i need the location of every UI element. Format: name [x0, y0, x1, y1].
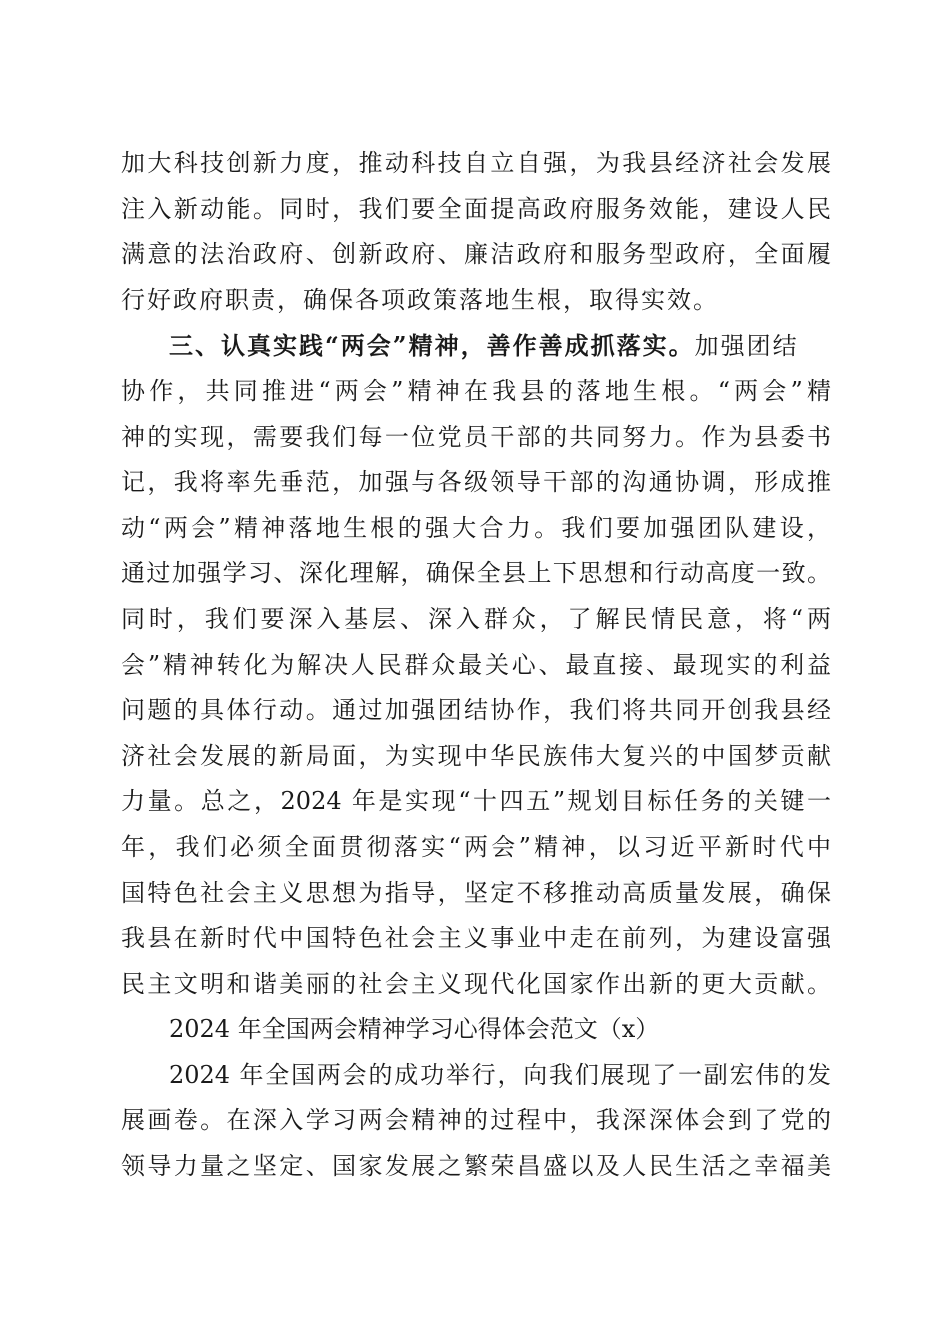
section-heading: 三、认真实践“两会”精神，善作善成抓落实。 [169, 331, 695, 361]
body-text-line: 问题的具体行动。通过加强团结协作，我们将共同开创我县经 [121, 696, 831, 725]
document-body [121, 141, 831, 1190]
body-text-line: 济社会发展的新局面，为实现中华民族伟大复兴的中国梦贡献 [121, 741, 831, 770]
body-text-line: 满意的法治政府、创新政府、廉洁政府和服务型政府，全面履 [121, 240, 831, 269]
body-text-line: 记，我将率先垂范，加强与各级领导干部的沟通协调，形成推 [121, 468, 831, 497]
section-heading-line [121, 323, 831, 369]
body-text-line: 通过加强学习、深化理解，确保全县上下思想和行动高度一致。 [121, 559, 831, 588]
body-text-line: 民主文明和谐美丽的社会主义现代化国家作出新的更大贡献。 [121, 969, 831, 998]
body-text-line: 神的实现，需要我们每一位党员干部的共同努力。作为县委书 [121, 422, 831, 451]
body-text-line: 动“两会”精神落地生根的强大合力。我们要加强团队建设， [121, 513, 831, 542]
body-text-line: 年，我们必须全面贯彻落实“两会”精神，以习近平新时代中 [121, 832, 831, 861]
body-text-run: 加强团结 [694, 332, 799, 361]
body-text-line: 国特色社会主义思想为指导，坚定不移推动高质量发展，确保 [121, 878, 831, 907]
body-text-line: 会”精神转化为解决人民群众最关心、最直接、最现实的利益 [121, 650, 831, 679]
body-text-line: 同时，我们要深入基层、深入群众，了解民情民意，将“两 [121, 604, 831, 633]
body-text-line: 协作，共同推进“两会”精神在我县的落地生根。“两会”精 [121, 376, 831, 405]
body-text-line: 加大科技创新力度，推动科技自立自强，为我县经济社会发展 [121, 149, 831, 177]
essay-title: 2024 年全国两会精神学习心得体会范文（x） [169, 1015, 660, 1044]
body-text-line: 行好政府职责，确保各项政策落地生根，取得实效。 [121, 285, 719, 314]
body-text-line: 注入新动能。同时，我们要全面提高政府服务效能，建设人民 [121, 194, 831, 223]
body-text-line: 力量。总之，2024 年是实现“十四五”规划目标任务的关键一 [121, 787, 831, 816]
body-text-line: 展画卷。在深入学习两会精神的过程中，我深深体会到了党的 [121, 1106, 831, 1135]
body-text-line: 2024 年全国两会的成功举行，向我们展现了一副宏伟的发 [169, 1060, 831, 1089]
body-text-line: 我县在新时代中国特色社会主义事业中走在前列，为建设富强 [121, 924, 831, 953]
body-text-line: 领导力量之坚定、国家发展之繁荣昌盛以及人民生活之幸福美 [121, 1152, 831, 1181]
